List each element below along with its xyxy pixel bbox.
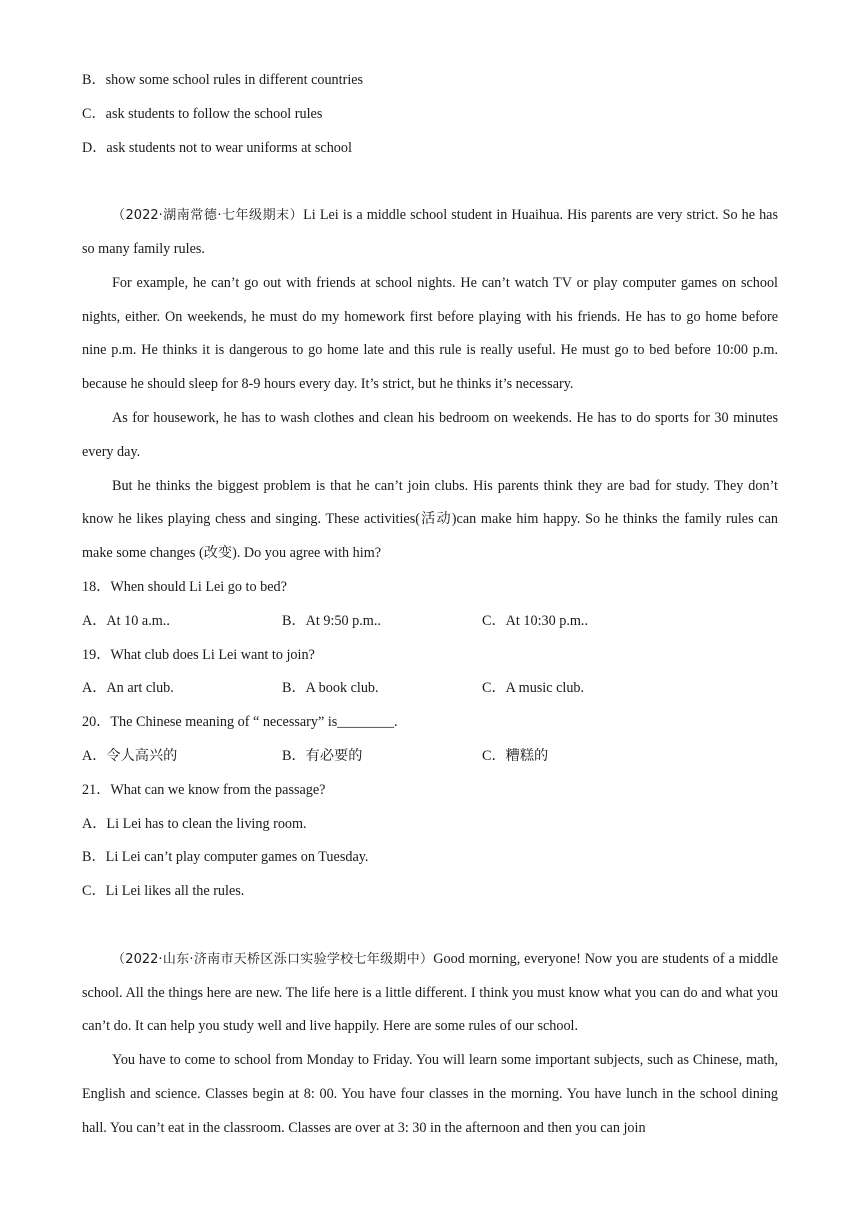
- question-19: 19．What club does Li Lei want to join?: [82, 646, 315, 663]
- document-page: [82, 64, 778, 1146]
- q20-option-c: C．糟糕的: [482, 747, 549, 764]
- passage1-paragraph: As for housework, he has to wash clothes and clean his bedroom on weekends. He has to do sports for 30 minutes every day.: [82, 409, 778, 460]
- q19-option-a: A．An art club.: [82, 680, 174, 697]
- passage1-intro-text: Li Lei is a middle school student in Huaihua. His parents are very strict. So he has so many family rules.: [82, 207, 778, 257]
- passage1-paragraph: For example, he can’t go out with friends at school nights. He can’t watch TV or play computer games on school nights, either. On weekends, he must do my homework first before playing with his friends. He has to go home before nine p.m. He thinks it is dangerous to go home late and this rule is really useful. He must go to bed before 10:00 p.m. because he should sleep for 8-9 hours every day. It’s strict, but he thinks it’s necessary.: [82, 274, 778, 393]
- q18-option-a: A．At 10 a.m..: [82, 612, 170, 629]
- passage1-source: （2022·湖南常德·七年级期末）: [112, 208, 304, 224]
- spacer: [82, 165, 778, 199]
- passage1-intro: [82, 199, 778, 267]
- q18-option-c: C．At 10:30 p.m..: [482, 612, 589, 629]
- passage1-paragraph: But he thinks the biggest problem is that he can’t join clubs. His parents think they are bad for study. They don’t know he likes playing chess and singing. These activities(活动)can make him happy. So he thinks the family rules can make some changes (改变). Do you agree with him?: [82, 477, 778, 562]
- q20-option-a: A．令人高兴的: [82, 747, 178, 764]
- question-19-options: [82, 672, 778, 706]
- prev-option-c: C．ask students to follow the school rules: [82, 105, 323, 122]
- question-21: 21．What can we know from the passage?: [82, 781, 326, 798]
- spacer: [82, 909, 778, 943]
- question-18: 18．When should Li Lei go to bed?: [82, 578, 287, 595]
- passage2-intro-text: Good morning, everyone! Now you are students of a middle school. All the things here are new. The life here is a little different. I think you must know what you can do and what you can’t do. It can help you study well and live happily. Here are some rules of our school.: [82, 950, 778, 1035]
- q20-option-b: B．有必要的: [282, 747, 363, 764]
- passage2-paragraph: You have to come to school from Monday to Friday. You will learn some important subjects, such as Chinese, math, English and science. Classes begin at 8: 00. You have four classes in the morning. You have lunch in the school dining hall. You can’t eat in the classroom. Classes are over at 3: 30 in the afternoon and then you can join: [82, 1052, 778, 1136]
- q19-option-c: C．A music club.: [482, 680, 585, 697]
- q21-option-a: A．Li Lei has to clean the living room.: [82, 815, 307, 832]
- q18-option-b: B．At 9:50 p.m..: [282, 612, 381, 629]
- prev-option-b: B．show some school rules in different countries: [82, 72, 364, 88]
- q21-option-c: C．Li Lei likes all the rules.: [82, 883, 245, 900]
- q19-option-b: B．A book club.: [282, 680, 379, 697]
- passage2-intro: [82, 943, 778, 1044]
- q21-option-b: B．Li Lei can’t play computer games on Tuesday.: [82, 849, 369, 866]
- question-18-options: [82, 605, 778, 639]
- prev-option-d: D．ask students not to wear uniforms at school: [82, 139, 352, 156]
- question-20-options: [82, 740, 778, 774]
- passage2-source: （2022·山东·济南市天桥区泺口实验学校七年级期中）: [112, 951, 434, 967]
- question-20: 20．The Chinese meaning of “ necessary” is________.: [82, 714, 398, 731]
